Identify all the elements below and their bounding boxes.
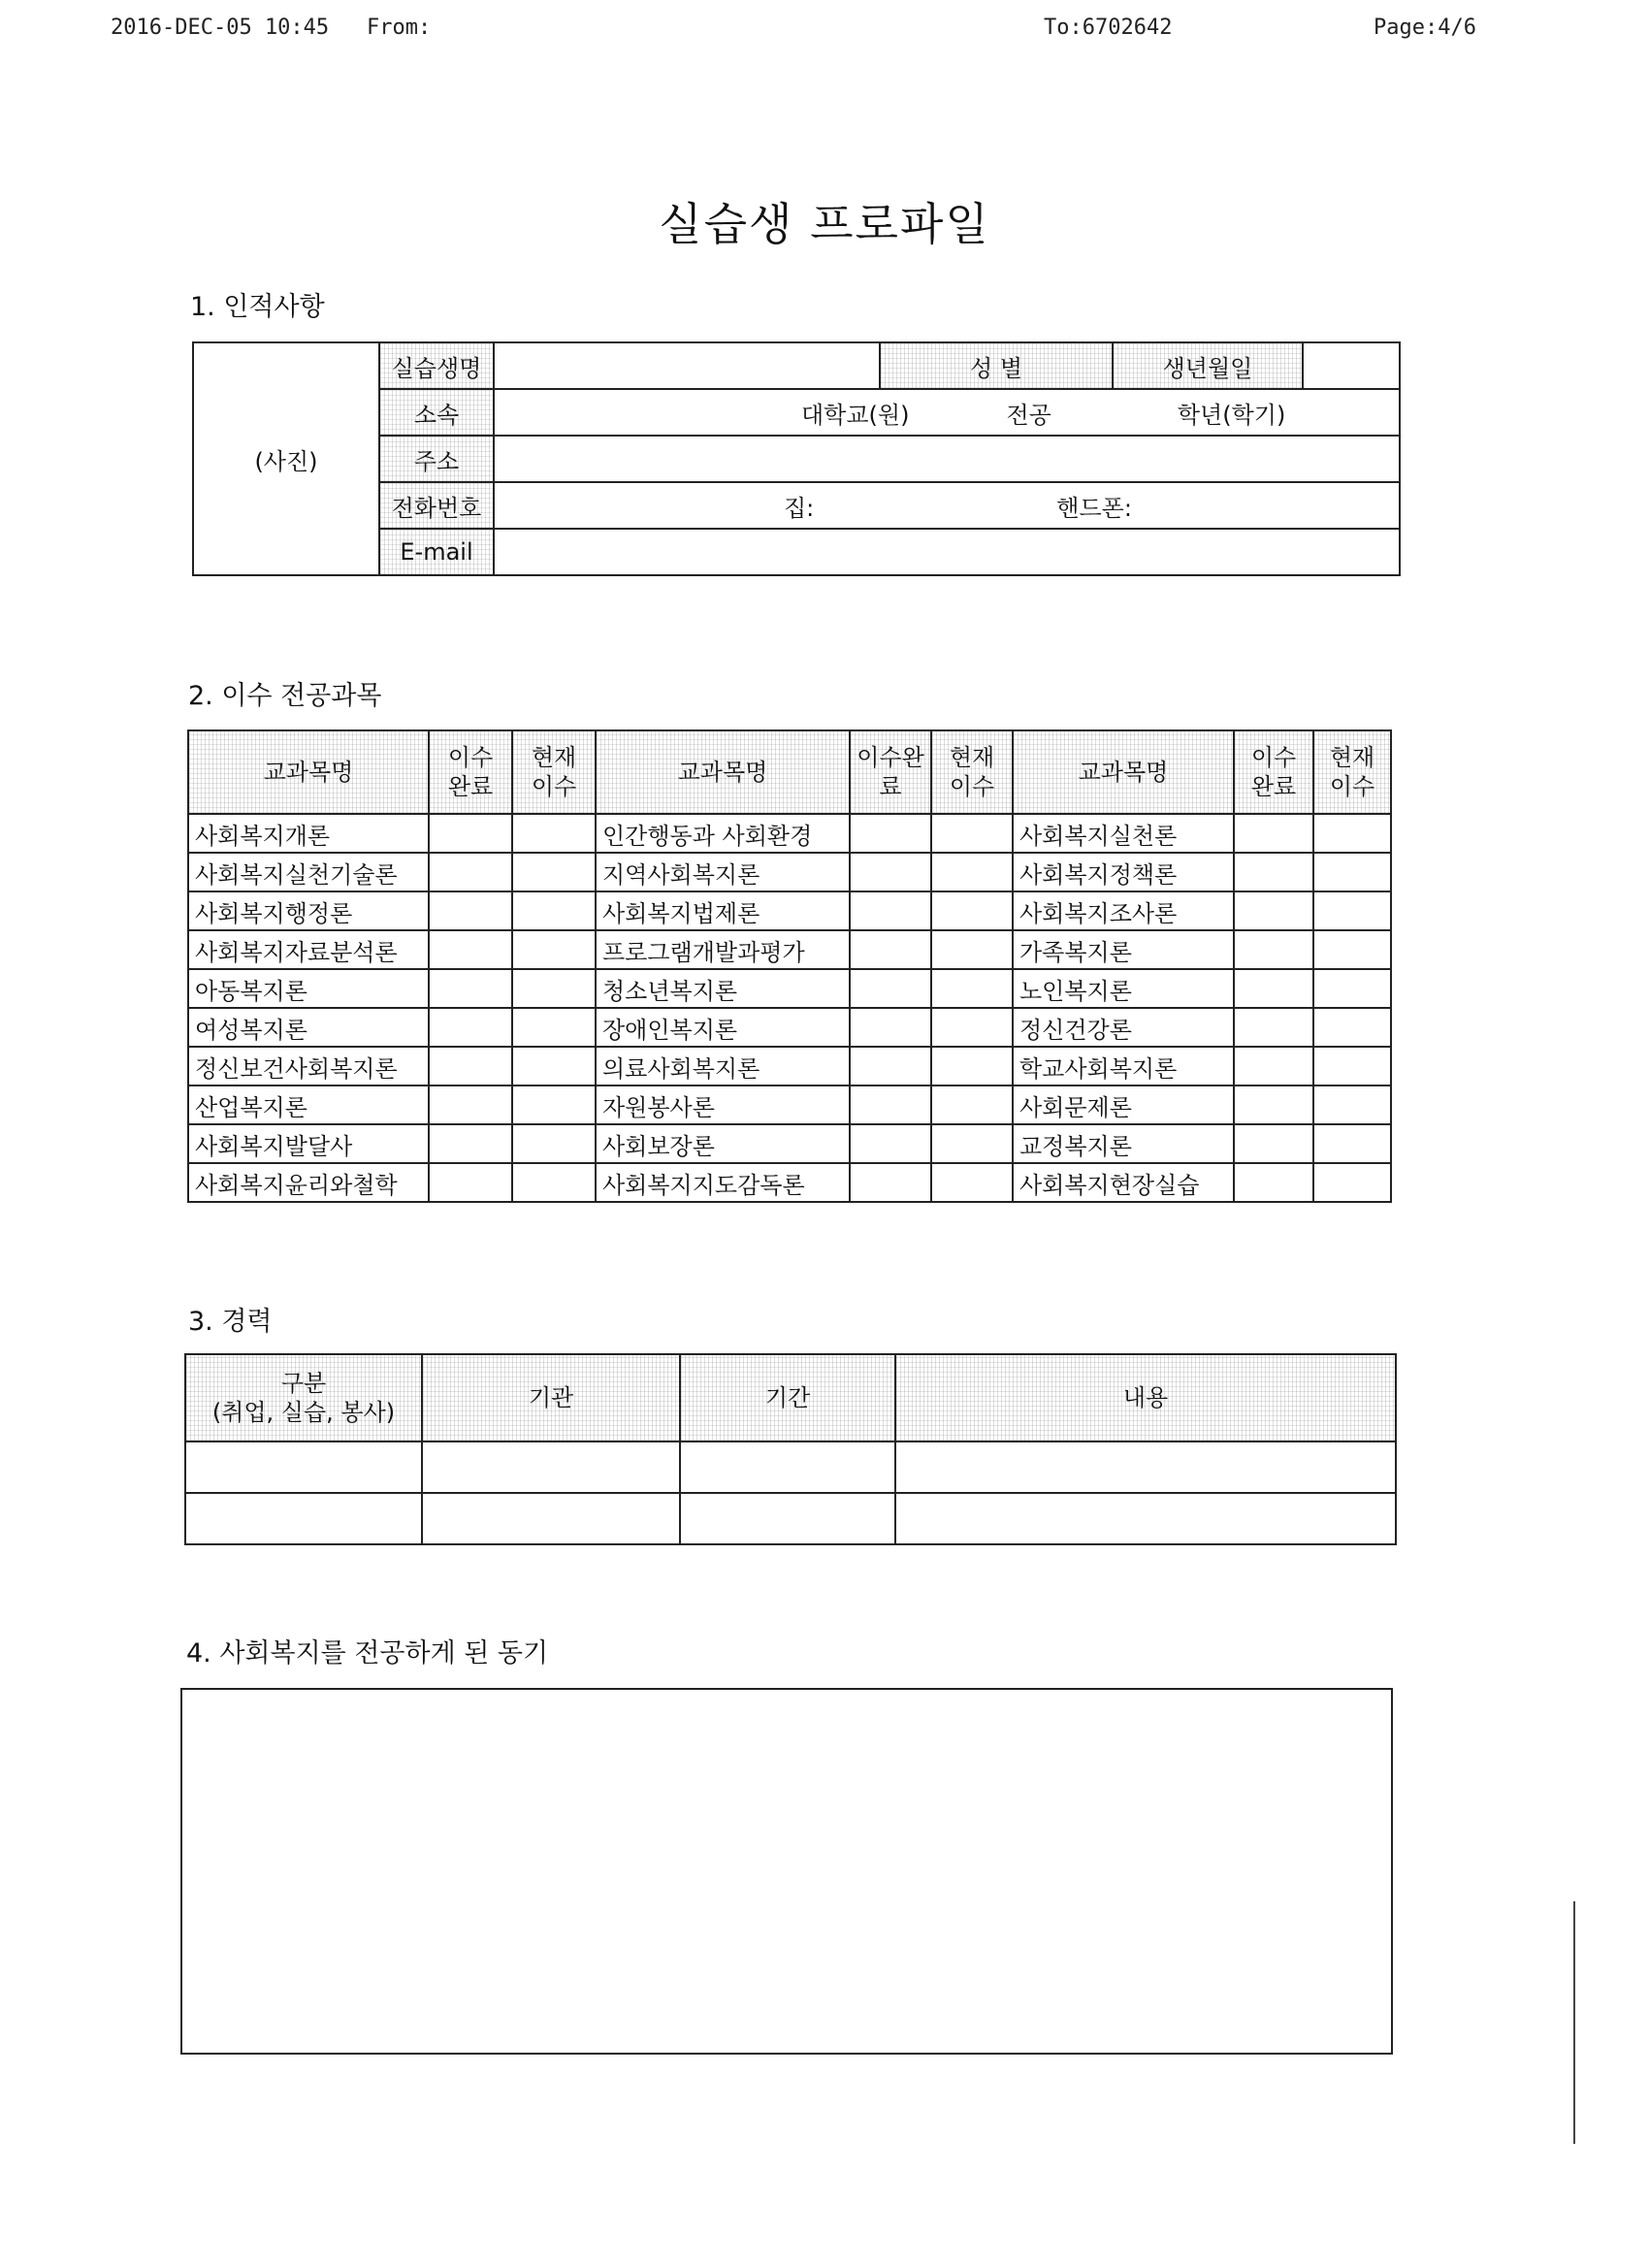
completed-header: 이수완 료 [850, 730, 931, 814]
current-checkbox[interactable] [512, 1124, 596, 1163]
current-checkbox[interactable] [512, 853, 596, 891]
course-name: 청소년복지론 [596, 969, 850, 1008]
completed-checkbox[interactable] [1234, 1163, 1313, 1202]
org-field[interactable] [422, 1493, 680, 1544]
section-1-heading: 1. 인적사항 [190, 292, 325, 322]
course-name: 가족복지론 [1013, 930, 1234, 969]
birth-field[interactable] [1303, 342, 1400, 389]
course-header: 교과목명 [1013, 730, 1234, 814]
current-checkbox[interactable] [1313, 1047, 1391, 1085]
current-checkbox[interactable] [512, 1163, 596, 1202]
completed-checkbox[interactable] [850, 930, 931, 969]
name-field[interactable] [494, 342, 880, 389]
current-checkbox[interactable] [1313, 969, 1391, 1008]
current-checkbox[interactable] [931, 891, 1013, 930]
course-name: 장애인복지론 [596, 1008, 850, 1047]
section-3-heading: 3. 경력 [188, 1307, 273, 1337]
completed-checkbox[interactable] [1234, 969, 1313, 1008]
current-checkbox[interactable] [1313, 1008, 1391, 1047]
course-name: 자원봉사론 [596, 1085, 850, 1124]
completed-checkbox[interactable] [429, 930, 512, 969]
current-header: 현재 이수 [512, 730, 596, 814]
course-name: 교정복지론 [1013, 1124, 1234, 1163]
name-label: 실습생명 [379, 342, 494, 389]
grade-label: 학년(학기) [1177, 401, 1286, 429]
course-name: 노인복지론 [1013, 969, 1234, 1008]
current-checkbox[interactable] [1313, 853, 1391, 891]
completed-checkbox[interactable] [850, 1163, 931, 1202]
course-name: 사회복지법제론 [596, 891, 850, 930]
completed-checkbox[interactable] [1234, 930, 1313, 969]
course-name: 사회복지실천론 [1013, 814, 1234, 853]
current-checkbox[interactable] [1313, 891, 1391, 930]
completed-checkbox[interactable] [429, 1163, 512, 1202]
completed-checkbox[interactable] [1234, 1085, 1313, 1124]
completed-checkbox[interactable] [850, 1085, 931, 1124]
current-checkbox[interactable] [1313, 1124, 1391, 1163]
section-4-heading: 4. 사회복지를 전공하게 된 동기 [186, 1638, 549, 1669]
current-checkbox[interactable] [931, 1047, 1013, 1085]
table-row [188, 853, 1391, 891]
content-field[interactable] [895, 1442, 1396, 1493]
course-name: 사회보장론 [596, 1124, 850, 1163]
course-name: 사회문제론 [1013, 1085, 1234, 1124]
course-name: 사회복지자료분석론 [188, 930, 429, 969]
current-checkbox[interactable] [931, 930, 1013, 969]
course-header: 교과목명 [596, 730, 850, 814]
career-table [184, 1353, 1397, 1545]
completed-checkbox[interactable] [1234, 891, 1313, 930]
table-row [188, 1047, 1391, 1085]
current-checkbox[interactable] [512, 930, 596, 969]
completed-checkbox[interactable] [850, 1124, 931, 1163]
completed-checkbox[interactable] [850, 969, 931, 1008]
course-name: 아동복지론 [188, 969, 429, 1008]
course-name: 인간행동과 사회환경 [596, 814, 850, 853]
course-name: 사회복지윤리와철학 [188, 1163, 429, 1202]
current-checkbox[interactable] [931, 1008, 1013, 1047]
current-checkbox[interactable] [512, 969, 596, 1008]
motive-textbox[interactable] [180, 1688, 1393, 2055]
completed-checkbox[interactable] [429, 1124, 512, 1163]
completed-checkbox[interactable] [429, 1008, 512, 1047]
course-name: 사회복지개론 [188, 814, 429, 853]
category-header: 구분 (취업, 실습, 봉사) [185, 1354, 422, 1442]
current-header: 현재 이수 [931, 730, 1013, 814]
course-name: 사회복지정책론 [1013, 853, 1234, 891]
fax-datetime: 2016-DEC-05 10:45 [111, 16, 330, 40]
completed-checkbox[interactable] [429, 814, 512, 853]
table-row [188, 1085, 1391, 1124]
current-checkbox[interactable] [931, 1124, 1013, 1163]
content-field[interactable] [895, 1493, 1396, 1544]
table-row [188, 1008, 1391, 1047]
course-name: 사회복지발달사 [188, 1124, 429, 1163]
completed-checkbox[interactable] [429, 853, 512, 891]
scan-edge-line [1573, 1901, 1575, 2144]
major-label: 전공 [1006, 401, 1051, 429]
course-name: 의료사회복지론 [596, 1047, 850, 1085]
completed-header: 이수 완료 [429, 730, 512, 814]
career-row [185, 1493, 1396, 1544]
mobile-phone-label: 핸드폰: [1056, 494, 1132, 522]
course-name: 정신보건사회복지론 [188, 1047, 429, 1085]
completed-checkbox[interactable] [1234, 1008, 1313, 1047]
current-checkbox[interactable] [512, 891, 596, 930]
email-field[interactable] [494, 529, 1400, 575]
current-checkbox[interactable] [512, 1085, 596, 1124]
course-name: 지역사회복지론 [596, 853, 850, 891]
completed-checkbox[interactable] [429, 891, 512, 930]
current-checkbox[interactable] [931, 1085, 1013, 1124]
table-row [188, 930, 1391, 969]
section-2-heading: 2. 이수 전공과목 [188, 681, 382, 711]
completed-checkbox[interactable] [850, 853, 931, 891]
univ-label: 대학교(원) [801, 401, 910, 429]
personal-info-table [192, 341, 1401, 576]
gender-label: 성 별 [880, 342, 1113, 389]
course-name: 프로그램개발과평가 [596, 930, 850, 969]
table-row [188, 969, 1391, 1008]
table-row [188, 1163, 1391, 1202]
completed-checkbox[interactable] [1234, 853, 1313, 891]
completed-checkbox[interactable] [850, 891, 931, 930]
current-checkbox[interactable] [1313, 814, 1391, 853]
course-name: 사회복지실천기술론 [188, 853, 429, 891]
course-name: 사회복지현장실습 [1013, 1163, 1234, 1202]
org-header: 기관 [422, 1354, 680, 1442]
table-row [188, 814, 1391, 853]
address-field[interactable] [494, 436, 1400, 482]
current-checkbox[interactable] [931, 1163, 1013, 1202]
fax-page: Page:4/6 [1374, 16, 1476, 40]
page-title: 실습생 프로파일 [659, 198, 990, 250]
current-header: 현재 이수 [1313, 730, 1391, 814]
course-header: 교과목명 [188, 730, 429, 814]
course-name: 사회복지조사론 [1013, 891, 1234, 930]
completed-checkbox[interactable] [850, 1047, 931, 1085]
category-field[interactable] [185, 1493, 422, 1544]
completed-checkbox[interactable] [429, 1085, 512, 1124]
completed-checkbox[interactable] [850, 814, 931, 853]
home-phone-label: 집: [784, 494, 815, 522]
completed-checkbox[interactable] [1234, 1124, 1313, 1163]
current-checkbox[interactable] [931, 969, 1013, 1008]
content-header: 내용 [895, 1354, 1396, 1442]
table-row [188, 891, 1391, 930]
current-checkbox[interactable] [1313, 1085, 1391, 1124]
birth-label: 생년월일 [1113, 342, 1303, 389]
current-checkbox[interactable] [512, 814, 596, 853]
current-checkbox[interactable] [512, 1008, 596, 1047]
period-field[interactable] [680, 1442, 895, 1493]
affiliation-field[interactable] [494, 389, 1400, 436]
completed-checkbox[interactable] [429, 1047, 512, 1085]
course-name: 산업복지론 [188, 1085, 429, 1124]
current-checkbox[interactable] [931, 853, 1013, 891]
period-field[interactable] [680, 1493, 895, 1544]
category-field[interactable] [185, 1442, 422, 1493]
email-label: E-mail [379, 529, 494, 575]
course-name: 정신건강론 [1013, 1008, 1234, 1047]
career-row [185, 1442, 1396, 1493]
phone-field[interactable] [494, 482, 1400, 529]
course-name: 사회복지행정론 [188, 891, 429, 930]
table-row [188, 1124, 1391, 1163]
course-name: 학교사회복지론 [1013, 1047, 1234, 1085]
org-field[interactable] [422, 1442, 680, 1493]
completed-checkbox[interactable] [429, 969, 512, 1008]
photo-cell: (사진) [193, 342, 379, 575]
current-checkbox[interactable] [1313, 930, 1391, 969]
address-label: 주소 [379, 436, 494, 482]
completed-checkbox[interactable] [1234, 814, 1313, 853]
completed-checkbox[interactable] [850, 1008, 931, 1047]
courses-table [187, 729, 1392, 1203]
fax-to: To:6702642 [1044, 16, 1173, 40]
course-name: 사회복지지도감독론 [596, 1163, 850, 1202]
fax-from: From: [367, 16, 432, 40]
current-checkbox[interactable] [512, 1047, 596, 1085]
current-checkbox[interactable] [1313, 1163, 1391, 1202]
phone-label: 전화번호 [379, 482, 494, 529]
current-checkbox[interactable] [931, 814, 1013, 853]
completed-checkbox[interactable] [1234, 1047, 1313, 1085]
course-name: 여성복지론 [188, 1008, 429, 1047]
period-header: 기간 [680, 1354, 895, 1442]
completed-header: 이수 완료 [1234, 730, 1313, 814]
affiliation-label: 소속 [379, 389, 494, 436]
